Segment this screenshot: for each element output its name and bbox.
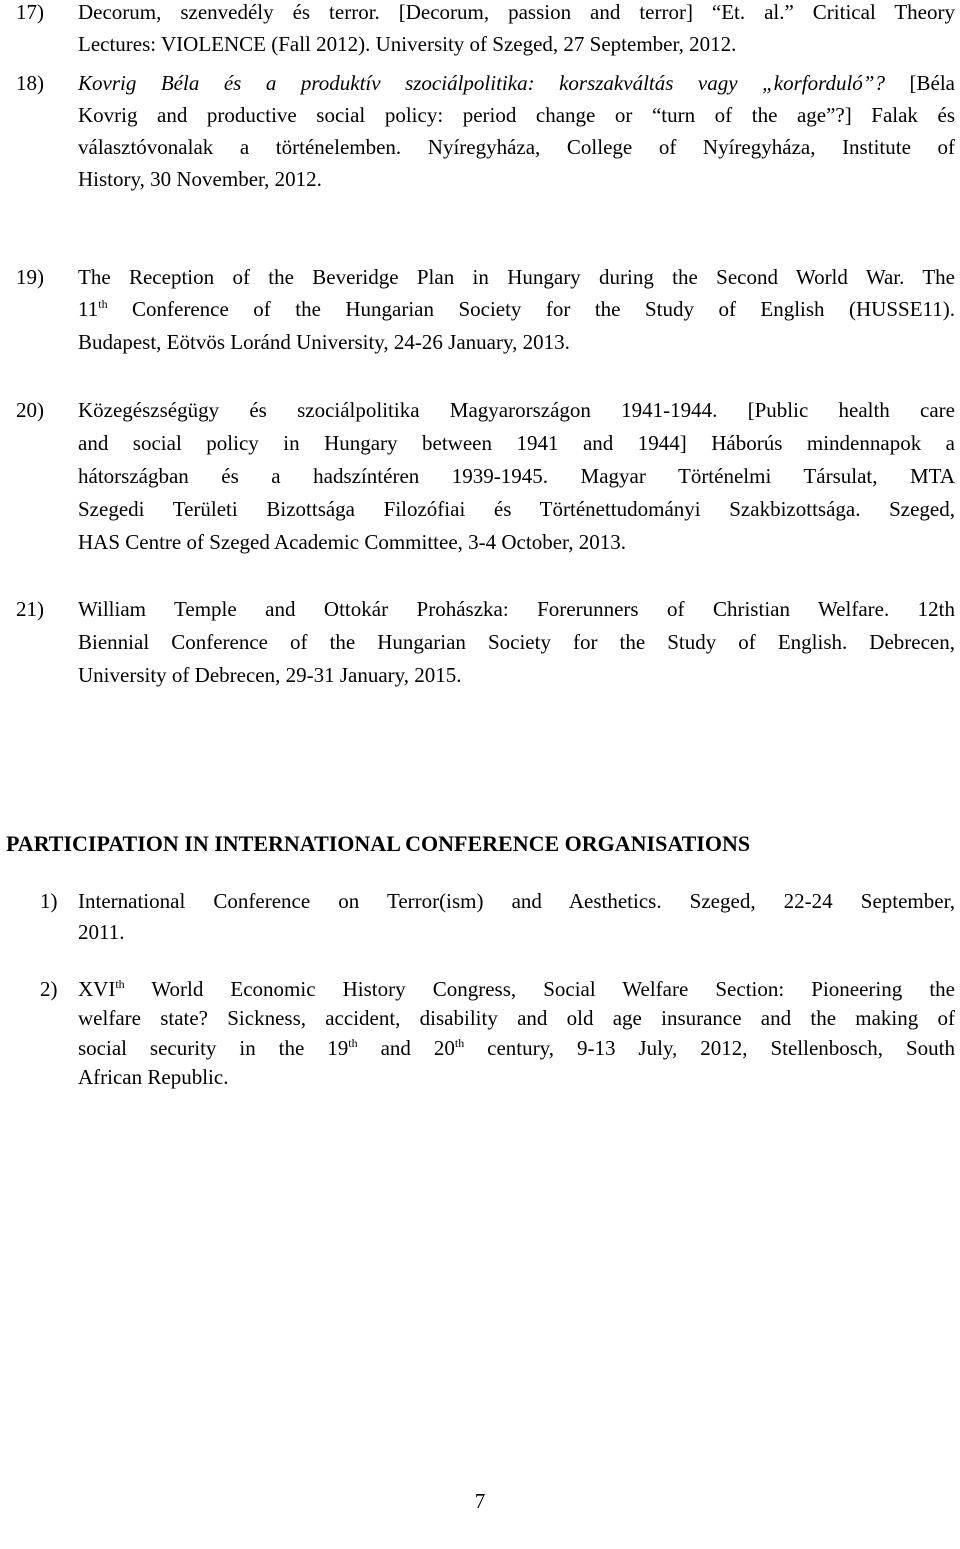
entry-line (78, 71, 955, 95)
entry-line: and social policy in Hungary between 1941 and 1944] Háborús mindennapok a (78, 431, 955, 455)
entry-line: Kovrig and productive social policy: period change or “turn of the age”?] Falak és (78, 103, 955, 127)
entry-text: Conference of the Hungarian Society for the Study of English (HUSSE11). (107, 297, 955, 321)
entry-number: 21) (16, 597, 44, 621)
entry-line: Budapest, Eötvös Loránd University, 24-26 January, 2013. (78, 330, 570, 354)
entry-line: History, 30 November, 2012. (78, 167, 322, 191)
entry-number: 2) (40, 977, 58, 1001)
entry-line: Lectures: VIOLENCE (Fall 2012). University of Szeged, 27 September, 2012. (78, 32, 737, 56)
entry-line: International Conference on Terror(ism) and Aesthetics. Szeged, 22-24 September, (78, 889, 955, 913)
superscript: th (115, 977, 125, 991)
section-heading: PARTICIPATION IN INTERNATIONAL CONFERENCE ORGANISATIONS (6, 831, 751, 856)
superscript: th (98, 297, 108, 311)
entry-text: [Béla (885, 71, 955, 95)
entry-line: African Republic. (78, 1065, 229, 1089)
entry-title: Kovrig Béla és a produktív szociálpolitika: korszakváltás vagy „korforduló”? (78, 71, 885, 95)
entry-line: welfare state? Sickness, accident, disability and old age insurance and the making of (78, 1006, 955, 1030)
entry-number: 1) (40, 889, 58, 913)
entry-line (78, 977, 955, 1001)
entry-line: William Temple and Ottokár Prohászka: Forerunners of Christian Welfare. 12th (78, 597, 955, 621)
entry-number: 19) (16, 265, 44, 289)
entry-line: 2011. (78, 920, 125, 944)
entry-number: 17) (16, 0, 44, 24)
entry-line: Biennial Conference of the Hungarian Society for the Study of English. Debrecen, (78, 630, 955, 654)
entry-line: Közegészségügy és szociálpolitika Magyarországon 1941-1944. [Public health care (78, 398, 955, 422)
page-number: 7 (474, 1489, 486, 1513)
entry-line: választóvonalak a történelemben. Nyíregyháza, College of Nyíregyháza, Institute of (78, 135, 955, 159)
entry-line: Decorum, szenvedély és terror. [Decorum, passion and terror] “Et. al.” Critical Theory (78, 0, 955, 24)
entry-text: century, 9-13 July, 2012, Stellenbosch, South (464, 1036, 956, 1060)
entry-number: 18) (16, 71, 44, 95)
entry-line: University of Debrecen, 29-31 January, 2015. (78, 663, 462, 687)
entry-line: Szegedi Területi Bizottsága Filozófiai és Történettudományi Szakbizottsága. Szeged, (78, 497, 955, 521)
entry-line (78, 1036, 955, 1060)
superscript: th (454, 1036, 465, 1050)
entry-text: social security in the 19 (78, 1036, 349, 1060)
entry-line: HAS Centre of Szeged Academic Committee, 3-4 October, 2013. (78, 530, 626, 554)
entry-line (78, 297, 955, 321)
superscript: th (348, 1036, 358, 1050)
entry-text: 11 (78, 297, 99, 321)
entry-number: 20) (16, 398, 44, 422)
entry-line: The Reception of the Beveridge Plan in Hungary during the Second World War. The (78, 265, 955, 289)
entry-text: and 20 (357, 1036, 455, 1060)
entry-text: World Economic History Congress, Social Welfare Section: Pioneering the (124, 977, 955, 1001)
entry-line: hátországban és a hadszíntéren 1939-1945. Magyar Történelmi Társulat, MTA (78, 464, 955, 488)
entry-text: XVI (78, 977, 116, 1001)
